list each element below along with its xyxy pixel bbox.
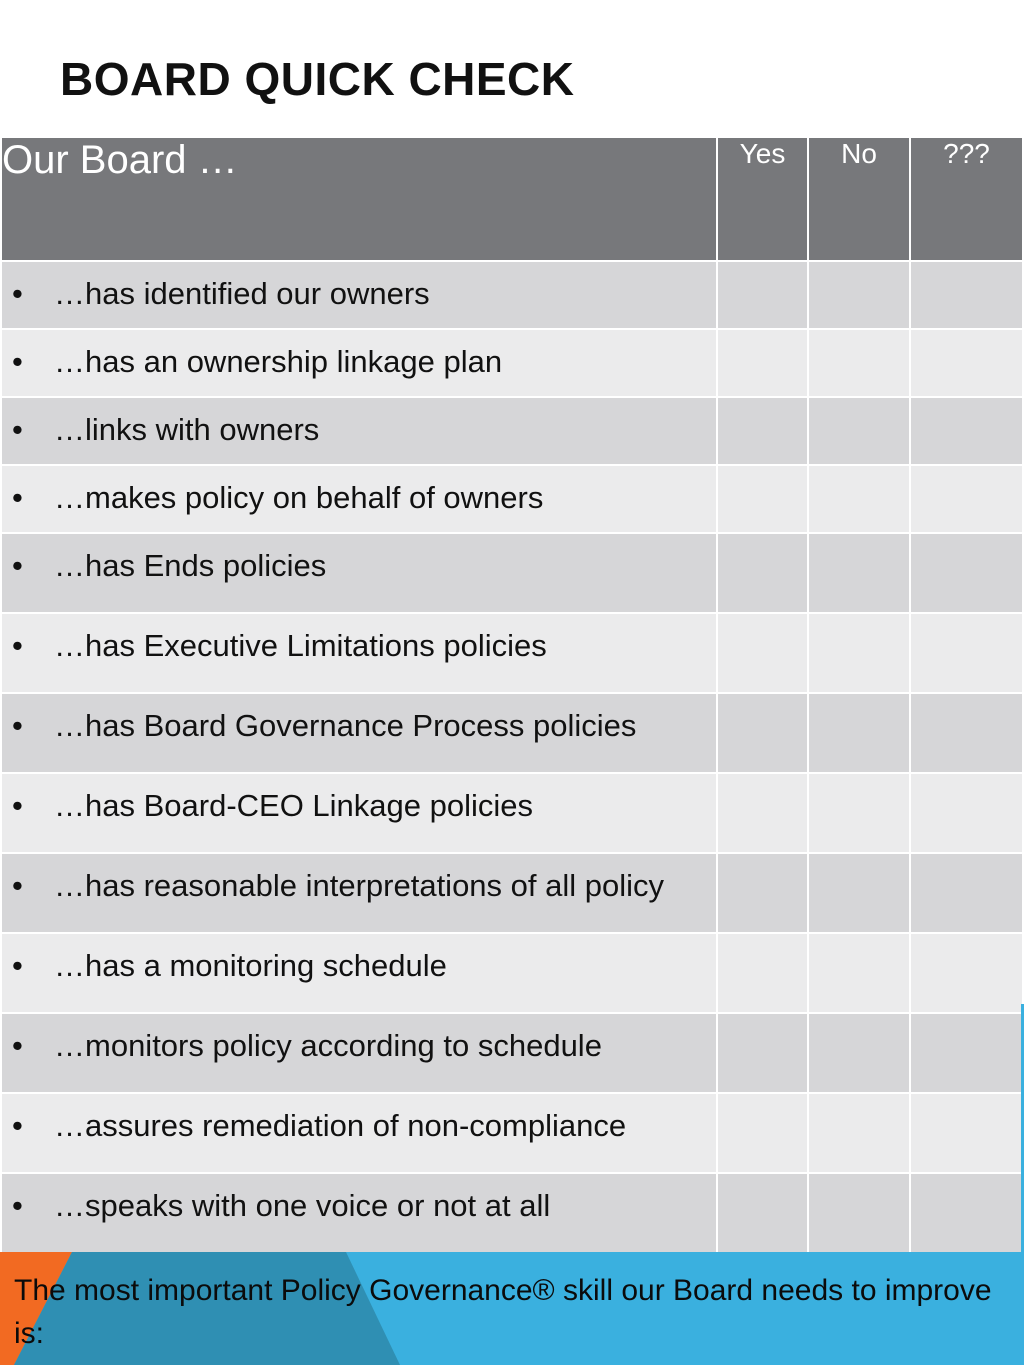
- footer-text: The most important Policy Governance® skill our Board needs to improve is:: [14, 1274, 992, 1350]
- row-label: …has identified our owners: [54, 276, 430, 311]
- row-statement: [1, 693, 717, 773]
- answer-cell-unknown[interactable]: [910, 329, 1023, 397]
- table-row: [1, 933, 1023, 1013]
- bullet-icon: •: [12, 548, 23, 583]
- bullet-icon: •: [12, 1188, 23, 1223]
- answer-cell-yes[interactable]: [717, 773, 808, 853]
- row-label: …monitors policy according to schedule: [54, 1028, 602, 1063]
- answer-cell-unknown[interactable]: [910, 533, 1023, 613]
- answer-cell-unknown[interactable]: [910, 773, 1023, 853]
- answer-cell-unknown[interactable]: [910, 933, 1023, 1013]
- answer-cell-unknown[interactable]: [910, 397, 1023, 465]
- bullet-icon: •: [12, 868, 23, 903]
- answer-cell-unknown[interactable]: [910, 693, 1023, 773]
- row-label: …has reasonable interpretations of all policy: [54, 868, 665, 903]
- row-label: …links with owners: [54, 412, 320, 447]
- row-label: …assures remediation of non-compliance: [54, 1108, 627, 1143]
- bullet-icon: •: [12, 1108, 23, 1143]
- header-no: No: [808, 137, 910, 261]
- row-statement: [1, 533, 717, 613]
- table-row: [1, 773, 1023, 853]
- table-row: [1, 397, 1023, 465]
- answer-cell-no[interactable]: [808, 397, 910, 465]
- row-statement: [1, 853, 717, 933]
- answer-cell-yes[interactable]: [717, 933, 808, 1013]
- answer-cell-no[interactable]: [808, 773, 910, 853]
- answer-cell-no[interactable]: [808, 533, 910, 613]
- row-label: …has Board Governance Process policies: [54, 708, 637, 743]
- answer-cell-no[interactable]: [808, 465, 910, 533]
- footer-banner: [0, 1252, 1024, 1365]
- answer-cell-unknown[interactable]: [910, 261, 1023, 329]
- answer-cell-no[interactable]: [808, 1173, 910, 1253]
- checklist-rows: [1, 261, 1023, 1253]
- row-statement: [1, 773, 717, 853]
- row-statement: [1, 329, 717, 397]
- answer-cell-no[interactable]: [808, 261, 910, 329]
- answer-cell-yes[interactable]: [717, 465, 808, 533]
- row-label: …has an ownership linkage plan: [54, 344, 503, 379]
- table-row: [1, 853, 1023, 933]
- table-row: [1, 261, 1023, 329]
- bullet-icon: •: [12, 628, 23, 663]
- row-label: …has Board-CEO Linkage policies: [54, 788, 534, 823]
- row-label: …makes policy on behalf of owners: [54, 480, 544, 515]
- row-statement: [1, 1093, 717, 1173]
- answer-cell-no[interactable]: [808, 1093, 910, 1173]
- row-label: …speaks with one voice or not at all: [54, 1188, 551, 1223]
- answer-cell-yes[interactable]: [717, 853, 808, 933]
- bullet-icon: •: [12, 1028, 23, 1063]
- answer-cell-unknown[interactable]: [910, 465, 1023, 533]
- row-statement: [1, 261, 717, 329]
- answer-cell-yes[interactable]: [717, 397, 808, 465]
- answer-cell-no[interactable]: [808, 1013, 910, 1093]
- answer-cell-unknown[interactable]: [910, 613, 1023, 693]
- header-our-board: Our Board …: [1, 137, 717, 261]
- header-unknown: ???: [910, 137, 1023, 261]
- bullet-icon: •: [12, 412, 23, 447]
- row-statement: [1, 613, 717, 693]
- bullet-icon: •: [12, 788, 23, 823]
- answer-cell-yes[interactable]: [717, 613, 808, 693]
- answer-cell-no[interactable]: [808, 329, 910, 397]
- board-quick-check-table: [0, 136, 1024, 1254]
- row-statement: [1, 1013, 717, 1093]
- answer-cell-yes[interactable]: [717, 1173, 808, 1253]
- row-statement: [1, 465, 717, 533]
- answer-cell-yes[interactable]: [717, 329, 808, 397]
- table-row: [1, 613, 1023, 693]
- answer-cell-unknown[interactable]: [910, 1173, 1023, 1253]
- table-row: [1, 1093, 1023, 1173]
- answer-cell-unknown[interactable]: [910, 1013, 1023, 1093]
- row-statement: [1, 1173, 717, 1253]
- bullet-icon: •: [12, 276, 23, 311]
- bullet-icon: •: [12, 480, 23, 515]
- answer-cell-no[interactable]: [808, 853, 910, 933]
- table-row: [1, 465, 1023, 533]
- answer-cell-no[interactable]: [808, 613, 910, 693]
- answer-cell-yes[interactable]: [717, 693, 808, 773]
- table-row: [1, 533, 1023, 613]
- row-label: …has Executive Limitations policies: [54, 628, 547, 663]
- bullet-icon: •: [12, 344, 23, 379]
- answer-cell-no[interactable]: [808, 933, 910, 1013]
- answer-cell-no[interactable]: [808, 693, 910, 773]
- row-label: …has a monitoring schedule: [54, 948, 447, 983]
- answer-cell-yes[interactable]: [717, 1013, 808, 1093]
- row-statement: [1, 397, 717, 465]
- header-yes: Yes: [717, 137, 808, 261]
- table-row: [1, 1013, 1023, 1093]
- answer-cell-yes[interactable]: [717, 1093, 808, 1173]
- table-row: [1, 693, 1023, 773]
- answer-cell-yes[interactable]: [717, 261, 808, 329]
- bullet-icon: •: [12, 708, 23, 743]
- answer-cell-unknown[interactable]: [910, 1093, 1023, 1173]
- bullet-icon: •: [12, 948, 23, 983]
- answer-cell-unknown[interactable]: [910, 853, 1023, 933]
- row-statement: [1, 933, 717, 1013]
- table-row: [1, 1173, 1023, 1253]
- table-header-row: [1, 137, 1023, 261]
- row-label: …has Ends policies: [54, 548, 327, 583]
- table-row: [1, 329, 1023, 397]
- answer-cell-yes[interactable]: [717, 533, 808, 613]
- page-title: BOARD QUICK CHECK: [60, 53, 575, 105]
